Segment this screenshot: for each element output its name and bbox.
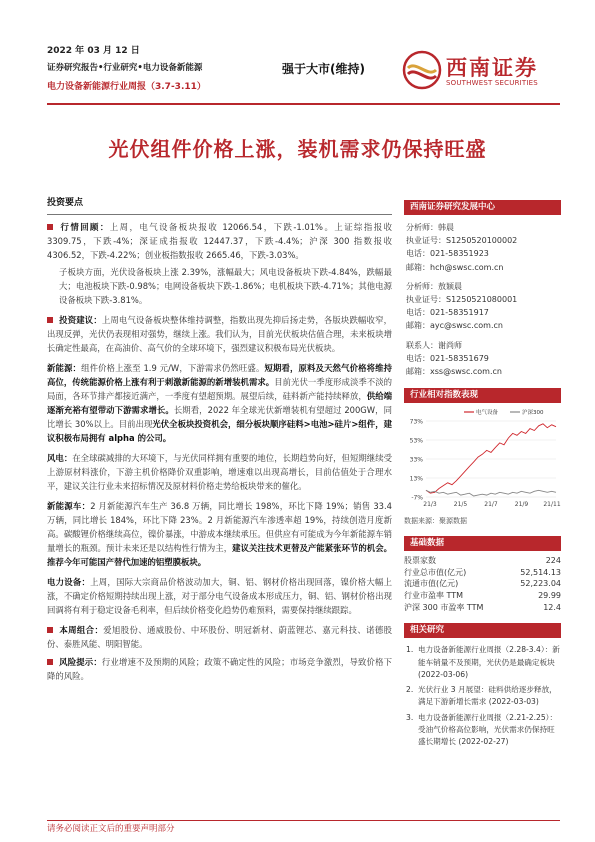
combo-lead: 本周组合： — [59, 625, 104, 635]
series-line — [426, 491, 556, 497]
research-center-heading: 西南证券研究发展中心 — [404, 200, 561, 215]
nev-highlight: 建议关注技术更替及产能紧张环节的机会。推荐今年可能国产替代加速的铝塑膜板块。 — [47, 543, 393, 567]
chart-data-source: 数据来源：聚源数据 — [404, 517, 467, 526]
x-tick-label: 21/3 — [423, 501, 437, 509]
report-date: 2022 年 03 月 12 日 — [47, 46, 140, 56]
contact-name: 联系人：谢尚师 — [406, 340, 462, 350]
summary-heading: 投资要点 — [47, 198, 84, 208]
relative-index-chart — [404, 407, 561, 514]
relative-index-chart-svg — [404, 407, 561, 514]
related-research-item[interactable] — [406, 712, 561, 749]
risk-text: 行业增速不及预期的风险；政策不确定性的风险；市场竞争激烈，导致价格下降的风险。 — [47, 657, 393, 681]
analyst2-name: 分析师：敖颖晨 — [406, 281, 462, 291]
y-tick-label: 53% — [409, 437, 423, 445]
nev-lead: 新能源车： — [47, 501, 91, 511]
new-energy-paragraph — [47, 361, 392, 445]
market-review-text: 上周，电气设备板块报收 12066.54，下跌-1.01%。上证综指报收 3309.75，下跌-4%；深证成指报收 12447.37，下跌-4.4%；沪深 300 指数报收 4306.52，下跌-4.22%；创业板指数报收 2665.46，下跌-3.03%。 — [47, 222, 393, 260]
related-research-item[interactable] — [406, 644, 561, 681]
new-energy-text-3: 长期看，2022 年全球光伏新增装机有望超过 200GW，同比增长 30%以上。目前出现 — [47, 405, 392, 429]
related-research-text: 电力设备新能源行业周报（2.21-2.25）：受油气价格高位影响，光伏需求仍保持旺盛长期增长 (2022-02-27) — [418, 712, 558, 747]
legend-label: 电气设备 — [476, 410, 499, 417]
basic-data-label: 流通市值(亿元) — [404, 579, 459, 589]
related-research-item[interactable] — [406, 684, 561, 709]
related-research-heading: 相关研究 — [404, 623, 561, 638]
header-divider — [47, 103, 560, 105]
combo-text: 爱旭股份、通威股份、中环股份、明冠新材、蔚蓝锂芯、嘉元科技、诺德股份、泰胜风能、明阳智能。 — [47, 625, 393, 649]
analyst1-phone: 电话：021-58351923 — [406, 249, 489, 259]
new-energy-text-2: 目前光伏一季度形成淡季不淡的局面，各环节排产都接近满产，一季度有望超预期。展望后续，硅料新产能持续释放， — [47, 377, 393, 401]
power-text: 上周，国际大宗商品价格波动加大，铜、铝、钢材价格出现回落，镍价格大幅上涨，不确定价格短期持续出现上涨，对于部分电气设备成本形成压力，铜、铝、钢材价格出现回调将有利于稳定设备毛利率，但后续价格变化趋势仍难预料，需要保持继续跟踪。 — [47, 577, 393, 615]
nev-text: 2 月新能源汽车生产 36.8 万辆，同比增长 198%，环比下降 19%；销售 33.4 万辆，同比增长 184%，环比下降 23%。2 月新能源汽车渗透率超 19%，持续创造月度新高。碳酸锂价格继续高位，镍价暴涨，中游成本继续承压。但供应有可能成为今年新能源车销量增长的瓶颈。预计未来还是以结构性行情为主， — [47, 501, 393, 553]
advice-text: 上周电气设备板块整体维持调整，指数出现先抑后扬走势，各版块跌幅收窄，出现反弹，光伏仍表现相对强势，继续上涨。我们认为，目前光伏板块估值合理，未来板块增长确定性最高，在高油价、高气价的全球环境下，强烈建议积极布局光伏板块。 — [47, 315, 393, 353]
x-tick-label: 21/5 — [453, 501, 468, 509]
new-energy-lead: 新能源： — [47, 363, 82, 373]
x-tick-label: 21/9 — [514, 501, 529, 509]
report-title: 光伏组件价格上涨，装机需求仍保持旺盛 — [108, 137, 487, 161]
market-review-paragraph — [47, 220, 392, 262]
legend-label: 沪深300 — [522, 410, 544, 417]
x-tick-label: 21/11 — [543, 501, 561, 509]
logo-english-name: SOUTHWEST SECURITIES — [446, 79, 538, 87]
logo-mark-icon — [402, 50, 442, 90]
basic-data-value: 224 — [545, 556, 561, 566]
logo-chinese-name: 西南证券 — [446, 55, 538, 80]
report-weekly: 电力设备新能源行业周报（3.7-3.11） — [47, 82, 206, 92]
analyst1-name: 分析师：韩晨 — [406, 223, 454, 232]
footer-disclaimer: 请务必阅读正文后的重要声明部分 — [47, 824, 175, 834]
related-research-number: 3. — [406, 712, 414, 722]
bullet-icon — [47, 627, 53, 633]
new-energy-highlight-3: 光伏全板块投资机会，细分板块顺序硅料>电池>硅片>组件，建议积极布局拥有 alpha 的公司。 — [47, 419, 392, 443]
analyst1-cert: 执业证号：S1250520100002 — [406, 236, 518, 246]
power-paragraph — [47, 575, 392, 617]
advice-lead: 投资建议： — [59, 315, 102, 325]
wind-lead: 风电： — [47, 453, 73, 463]
x-tick-label: 21/7 — [484, 501, 498, 509]
basic-data-value: 29.99 — [538, 591, 561, 601]
basic-data-row — [404, 602, 561, 614]
nev-paragraph — [47, 499, 392, 569]
footer-divider — [47, 820, 560, 821]
contact-email[interactable]: 邮箱：xss@swsc.com.cn — [406, 367, 502, 377]
related-research-text: 电力设备新能源行业周报（2.28-3.4）：新能车销量不及预期，光伏仍是最确定板块 (2022-03-06) — [418, 645, 560, 679]
market-review-lead: 行情回顾： — [59, 222, 110, 232]
basic-data-label: 沪深 300 市盈率 TTM — [404, 602, 484, 612]
analyst1-email[interactable]: 邮箱：hch@swsc.com.cn — [406, 262, 504, 272]
basic-data-table — [404, 555, 561, 613]
y-tick-label: 33% — [409, 456, 423, 464]
bullet-icon — [47, 224, 53, 230]
wind-text: 在全球碳减排的大环境下，与光伏同样拥有重要的地位，长期趋势向好，但短期继续受上游原材料涨价，下游主机价格降价双重影响，增速难以出现高增长，目前估值处于合理水平，建议关注行业未来招标情况及原材料价格走势给板块带来的催化。 — [47, 453, 393, 491]
bullet-icon — [47, 659, 53, 665]
sidebar — [404, 200, 561, 752]
risk-lead: 风险提示： — [59, 657, 102, 667]
basic-data-label: 行业总市值(亿元) — [404, 567, 467, 577]
related-research-number: 2. — [406, 685, 414, 695]
related-research-text: 光伏行业 3 月展望：硅料供给逐步释放，满足下游新增长需求 (2022-03-03) — [418, 685, 557, 707]
industry-rating: 强于大市(维持) — [282, 62, 365, 76]
analyst2-email[interactable]: 邮箱：ayc@swsc.com.cn — [406, 321, 503, 331]
risk-paragraph — [47, 655, 392, 683]
basic-data-row — [404, 578, 561, 590]
analyst2-phone: 电话：021-58351917 — [406, 308, 489, 318]
company-logo — [400, 46, 560, 96]
y-tick-label: 13% — [409, 475, 423, 483]
advice-paragraph — [47, 313, 392, 355]
basic-data-row — [404, 555, 561, 567]
report-category: 证券研究报告•行业研究•电力设备新能源 — [47, 63, 203, 73]
contact-phone: 电话：021-58351679 — [406, 353, 489, 363]
summary-column — [47, 196, 392, 686]
basic-data-row — [404, 567, 561, 579]
basic-data-value: 52,514.13 — [520, 567, 561, 577]
y-tick-label: -7% — [411, 494, 423, 502]
analyst2-cert: 执业证号：S1250521080001 — [406, 295, 518, 305]
basic-data-value: 52,223.04 — [520, 579, 561, 589]
series-line — [426, 424, 556, 493]
analyst-info — [404, 215, 561, 378]
power-lead: 电力设备： — [47, 577, 91, 587]
basic-data-label: 股票家数 — [404, 556, 436, 566]
new-energy-highlight-2: 供给端逐渐充裕有望带动下游需求增长。 — [47, 391, 393, 415]
related-research-number: 1. — [406, 645, 414, 655]
basic-data-row — [404, 590, 561, 602]
related-research-list — [404, 638, 561, 748]
combo-paragraph — [47, 623, 392, 651]
performance-heading: 行业相对指数表现 — [404, 388, 561, 403]
summary-rule — [47, 214, 392, 215]
basic-data-heading: 基础数据 — [404, 536, 561, 551]
bullet-icon — [47, 317, 53, 323]
wind-paragraph — [47, 451, 392, 493]
basic-data-label: 行业市盈率 TTM — [404, 591, 464, 601]
y-tick-label: 73% — [409, 418, 423, 426]
new-energy-text-1: 组件价格上涨至 1.9 元/W，下游需求仍然旺盛。 — [81, 363, 265, 373]
sub-review-paragraph: 子板块方面，光伏设备板块上涨 2.39%，涨幅最大；风电设备板块下跌-4.84%，跌幅最大；电池板块下跌-0.98%；电网设备板块下跌-1.86%；电机板块下跌-4.71%；其他电源设备板块下跌-3.81%。 — [59, 267, 392, 305]
new-energy-highlight-1: 短期看，原料及天然气价格将维持高位，传统能源价格上涨有利于刺激新能源的新增装机需求。 — [47, 363, 393, 387]
basic-data-value: 12.4 — [543, 602, 561, 612]
